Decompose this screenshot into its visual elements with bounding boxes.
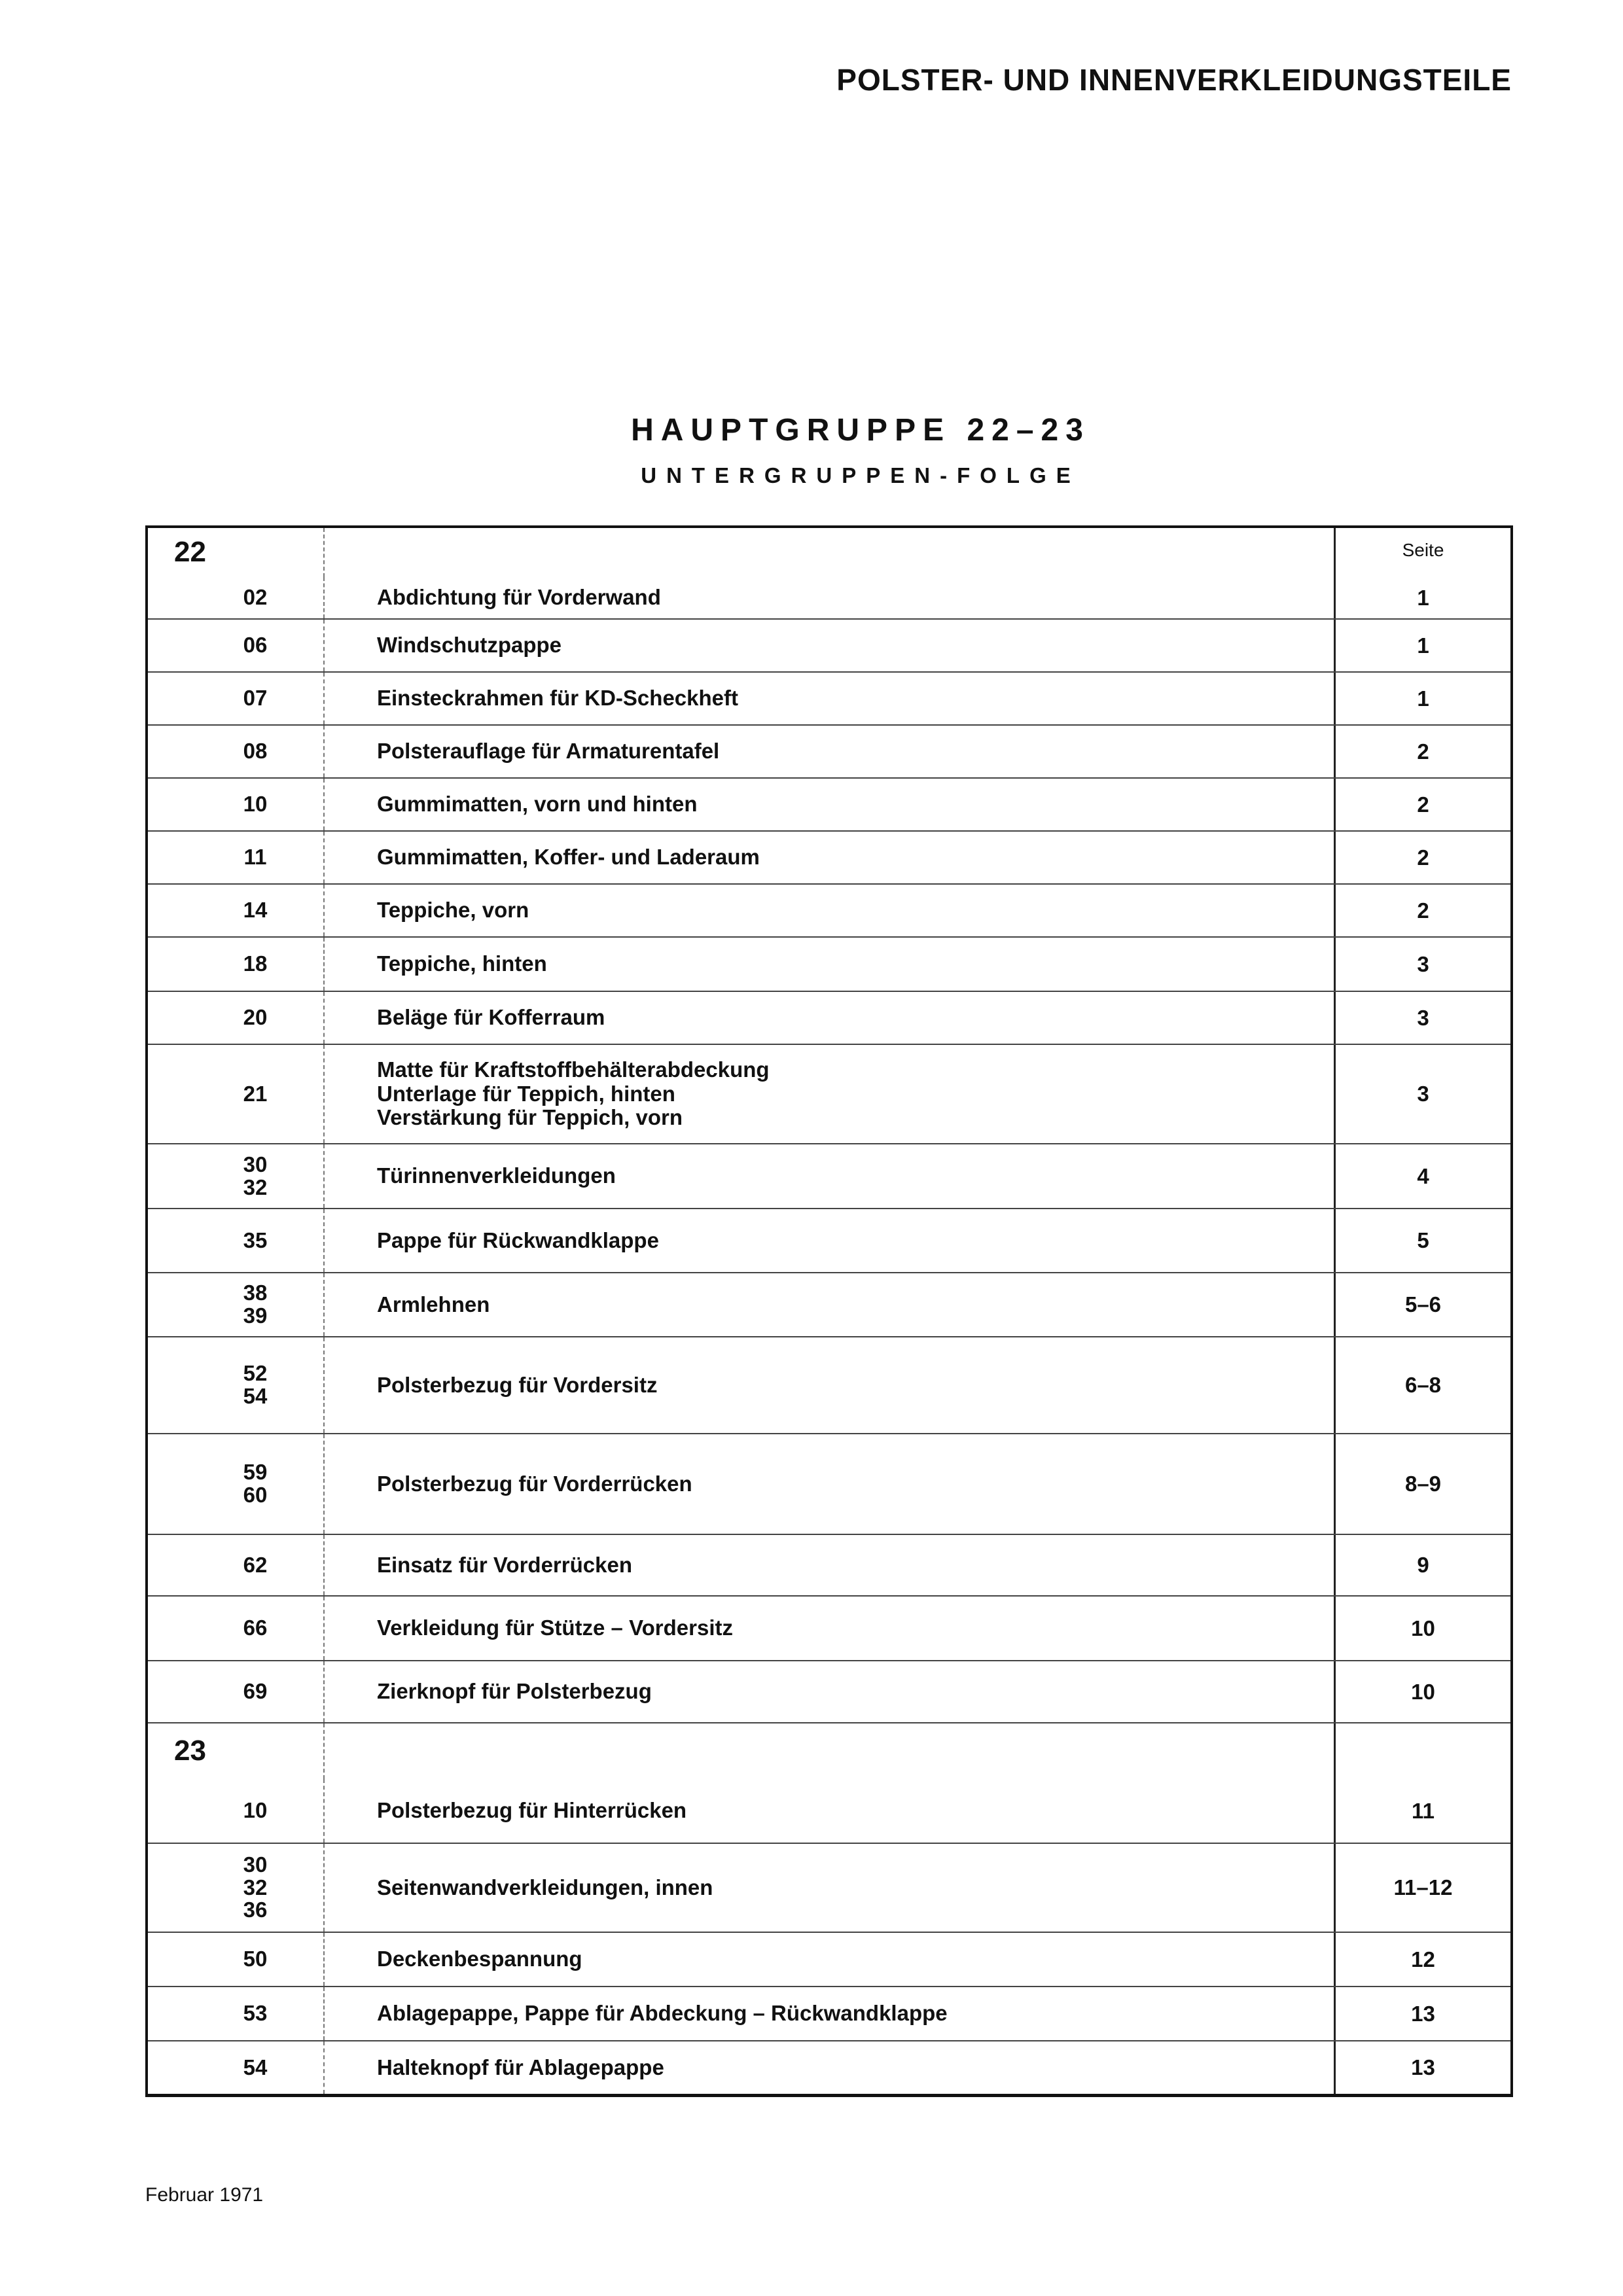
description-line: Polsterbezug für Hinterrücken [377,1798,687,1823]
row-description [325,2056,1334,2080]
table-row [148,1144,1510,1209]
subgroup-number [148,992,325,1044]
description-line: Seitenwandverkleidungen, innen [377,1875,713,1899]
subgroup-number [148,1535,325,1595]
subgroup-number [148,1844,325,1932]
subgroup-number [148,1987,325,2040]
subgroup-number-value: 30 [243,1852,268,1877]
page-reference: 6–8 [1334,1337,1510,1433]
row-description [325,1616,1334,1640]
description-line: Unterlage für Teppich, hinten [377,1081,675,1106]
subgroup-number-value: 32 [243,1875,268,1899]
main-title: HAUPTGRUPPE 22–23 [631,413,1090,448]
row-description [325,2002,1334,2026]
row-description [325,1006,1334,1030]
row-description [325,1293,1334,1317]
subgroup-number-value: 54 [243,1384,268,1408]
row-description [325,1164,1334,1188]
subgroup-number [148,885,325,936]
subgroup-number-value: 02 [243,585,268,610]
subgroup-number [148,1144,325,1208]
subgroup-number [148,938,325,991]
subgroup-number [148,620,325,671]
table-row [148,1597,1510,1661]
page-reference: 11–12 [1334,1844,1510,1932]
subgroup-number-value: 10 [243,1798,268,1823]
page-reference: 4 [1334,1144,1510,1208]
seite-wrap [1402,540,1444,571]
description-line: Teppiche, hinten [377,951,547,976]
row-description [325,1472,1334,1496]
table-row [148,577,1510,620]
subgroup-number-value: 36 [243,1898,268,1922]
subgroup-number-value: 08 [243,739,268,764]
subgroup-number [148,1779,325,1843]
page-column-label: Seite [1402,540,1444,560]
page-reference: 12 [1334,1933,1510,1986]
description-line: Armlehnen [377,1292,490,1316]
table-row [148,1337,1510,1434]
description-line: Gummimatten, Koffer- und Laderaum [377,845,760,870]
subgroup-number-value: 11 [243,845,267,870]
subgroup-number-value: 14 [243,898,268,923]
row-description [325,1553,1334,1578]
description-line: Windschutzpappe [377,633,562,658]
subgroup-number-value: 35 [243,1227,268,1252]
page-reference: 11 [1334,1779,1510,1843]
description-line: Abdichtung für Vorderwand [377,585,661,610]
description-line: Gummimatten, vorn und hinten [377,792,698,817]
subgroup-number-value: 21 [243,1081,268,1106]
description-line: Verstärkung für Teppich, vorn [377,1105,683,1130]
contents-table [145,525,1513,2097]
row-description [325,686,1334,711]
table-row [148,1661,1510,1723]
subgroup-number-value: 54 [243,2055,268,2079]
page-column-header [1334,1723,1510,1779]
subgroup-number [148,1209,325,1272]
group-number: 22 [148,528,325,577]
subgroup-number-value: 39 [243,1303,268,1328]
subgroup-number [148,1933,325,1986]
description-line: Türinnenverkleidungen [377,1163,616,1188]
page-reference: 13 [1334,1987,1510,2040]
subgroup-number [148,577,325,618]
page-reference: 13 [1334,2041,1510,2094]
table-row [148,2041,1510,2094]
subgroup-number [148,1337,325,1433]
subgroup-number-value: 53 [243,2001,268,2026]
page-reference: 3 [1334,938,1510,991]
row-description [325,792,1334,817]
table-row [148,1045,1510,1144]
row-description [325,739,1334,764]
table-row [148,1987,1510,2041]
page-reference: 5–6 [1334,1273,1510,1336]
description-line: Polsterauflage für Armaturentafel [377,739,720,764]
page-reference: 2 [1334,885,1510,936]
subgroup-number-value: 20 [243,1005,268,1030]
page-reference: 9 [1334,1535,1510,1595]
table-row [148,1933,1510,1987]
row-description [325,898,1334,923]
subgroup-number [148,1597,325,1660]
description-line: Matte für Kraftstoffbehälterabdeckung [377,1057,770,1082]
subgroup-number [148,1434,325,1534]
table-row [148,1273,1510,1337]
row-description [325,586,1334,610]
subgroup-number-value: 66 [243,1616,268,1640]
description-line: Polsterbezug für Vorderrücken [377,1471,692,1496]
description-line: Einsatz für Vorderrücken [377,1552,632,1577]
subgroup-number [148,1273,325,1336]
subgroup-number-value: 07 [243,686,268,711]
page-reference: 1 [1334,620,1510,671]
description-line: Deckenbespannung [377,1947,582,1971]
description-line: Ablagepappe, Pappe für Abdeckung – Rückwandklappe [377,2001,948,2026]
page-reference: 3 [1334,1045,1510,1143]
page-reference: 1 [1334,673,1510,724]
subgroup-number [148,2041,325,2094]
subgroup-number [148,726,325,777]
table-row [148,1209,1510,1273]
group-header-row [148,1723,1510,1779]
table-row [148,779,1510,832]
group-header-row [148,528,1510,577]
row-description [325,1680,1334,1704]
group-number: 23 [148,1723,325,1779]
table-row [148,885,1510,938]
subgroup-number-value: 69 [243,1679,268,1704]
table-row [148,992,1510,1045]
description-line: Halteknopf für Ablagepappe [377,2055,664,2079]
row-description [325,1229,1334,1253]
description-line: Beläge für Kofferraum [377,1005,605,1030]
description-line: Zierknopf für Polsterbezug [377,1679,652,1704]
subgroup-number-value: 50 [243,1947,268,1971]
subgroup-number-value: 59 [243,1460,268,1485]
row-description [325,952,1334,976]
row-description [325,1799,1334,1823]
table-row [148,1844,1510,1933]
page-reference: 2 [1334,779,1510,830]
page-reference: 10 [1334,1661,1510,1722]
page-reference: 1 [1334,577,1510,618]
page-reference: 10 [1334,1597,1510,1660]
subgroup-number [148,1661,325,1722]
subgroup-number-value: 18 [243,951,268,976]
table-row [148,1535,1510,1597]
sub-title: UNTERGRUPPEN-FOLGE [641,463,1080,487]
table-row [148,1779,1510,1844]
row-description [325,1947,1334,1971]
table-row [148,673,1510,726]
description-line: Polsterbezug für Vordersitz [377,1372,658,1397]
page-reference: 8–9 [1334,1434,1510,1534]
subgroup-number [148,832,325,883]
subgroup-number-value: 30 [243,1152,268,1176]
page-reference: 2 [1334,726,1510,777]
page-reference: 5 [1334,1209,1510,1272]
table-row [148,938,1510,992]
page-heading: POLSTER- UND INNENVERKLEIDUNGSTEILE [836,63,1512,97]
description-line: Einsteckrahmen für KD-Scheckheft [377,686,738,711]
subgroup-number [148,673,325,724]
row-description [325,1058,1334,1131]
table-row [148,832,1510,885]
table-row [148,1434,1510,1535]
table-row [148,620,1510,673]
page-column-header [1334,528,1510,577]
subgroup-number-value: 10 [243,792,268,817]
row-description [325,1876,1334,1900]
row-description [325,845,1334,870]
description-line: Verkleidung für Stütze – Vordersitz [377,1616,734,1640]
page-reference: 3 [1334,992,1510,1044]
subgroup-number-value: 52 [243,1361,268,1386]
subgroup-number-value: 60 [243,1483,268,1507]
description-line: Pappe für Rückwandklappe [377,1227,659,1252]
page-reference: 2 [1334,832,1510,883]
description-line: Teppiche, vorn [377,898,529,923]
row-description [325,633,1334,658]
subgroup-number [148,779,325,830]
subgroup-number-value: 62 [243,1552,268,1577]
subgroup-number-value: 32 [243,1174,268,1199]
table-row [148,726,1510,779]
subgroup-number [148,1045,325,1143]
subgroup-number-value: 06 [243,633,268,658]
footer-date: Februar 1971 [145,2184,264,2206]
subgroup-number-value: 38 [243,1280,268,1305]
row-description [325,1373,1334,1398]
